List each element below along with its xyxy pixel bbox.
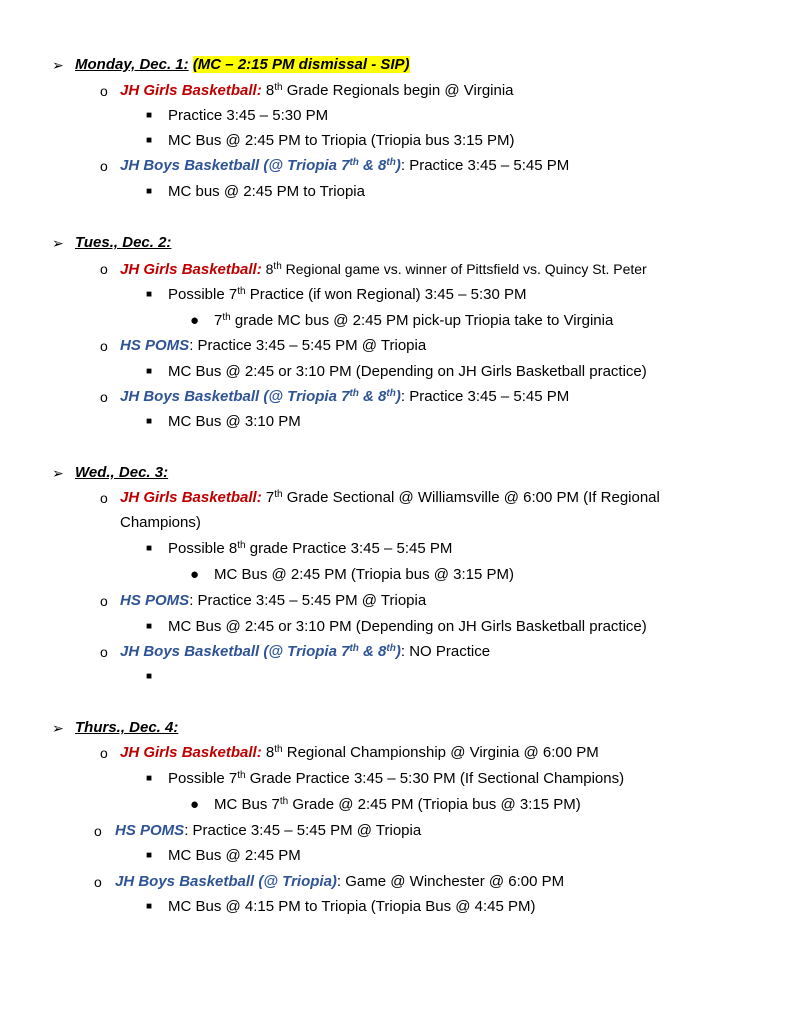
- circle-bullet-icon: o: [100, 593, 108, 609]
- square-bullet-icon: ■: [146, 850, 153, 861]
- circle-bullet-icon: o: [94, 823, 102, 839]
- dot-bullet-icon: ●: [190, 566, 200, 583]
- arrow-bullet-icon: ➢: [52, 57, 64, 73]
- square-bullet-icon: ■: [146, 110, 153, 121]
- day-title: Wed., Dec. 3:: [75, 464, 169, 481]
- arrow-bullet-icon: ➢: [52, 465, 64, 481]
- circle-bullet-icon: o: [100, 261, 108, 277]
- team-label-girls: JH Girls Basketball: [120, 261, 257, 278]
- team-label-poms: HS POMS: [120, 337, 190, 354]
- circle-bullet-icon: o: [100, 745, 108, 761]
- circle-bullet-icon: o: [100, 338, 108, 354]
- day-title: Thurs., Dec. 4:: [75, 719, 179, 736]
- square-bullet-icon: ■: [146, 135, 153, 146]
- square-bullet-icon: ■: [146, 901, 153, 912]
- square-bullet-icon: ■: [146, 289, 153, 300]
- team-label-girls: JH Girls Basketball: [120, 489, 257, 506]
- square-bullet-icon: ■: [146, 366, 153, 377]
- circle-bullet-icon: o: [100, 83, 108, 99]
- square-bullet-icon: ■: [146, 416, 153, 427]
- circle-bullet-icon: o: [100, 644, 108, 660]
- square-bullet-icon: ■: [146, 671, 153, 682]
- dot-bullet-icon: ●: [190, 796, 200, 813]
- team-label-poms: HS POMS: [115, 822, 185, 839]
- team-label-poms: HS POMS: [120, 592, 190, 609]
- square-bullet-icon: ■: [146, 543, 153, 554]
- arrow-bullet-icon: ➢: [52, 235, 64, 251]
- arrow-bullet-icon: ➢: [52, 720, 64, 736]
- team-label-girls: JH Girls Basketball: [120, 744, 257, 761]
- dot-bullet-icon: ●: [190, 312, 200, 329]
- circle-bullet-icon: o: [94, 874, 102, 890]
- square-bullet-icon: ■: [146, 186, 153, 197]
- dismissal-note: (MC – 2:15 PM dismissal - SIP): [192, 56, 410, 73]
- day-title: Monday, Dec. 1:: [75, 56, 189, 73]
- square-bullet-icon: ■: [146, 621, 153, 632]
- day-title: Tues., Dec. 2:: [75, 234, 172, 251]
- team-label-boys: JH Boys Basketball (@ Triopia 7th & 8th): [120, 388, 401, 405]
- circle-bullet-icon: o: [100, 389, 108, 405]
- team-label-boys: JH Boys Basketball (@ Triopia 7th & 8th): [120, 643, 401, 660]
- team-label-boys: JH Boys Basketball (@ Triopia 7th & 8th): [120, 157, 401, 174]
- team-label-boys: JH Boys Basketball (@ Triopia): [115, 873, 337, 890]
- circle-bullet-icon: o: [100, 490, 108, 506]
- circle-bullet-icon: o: [100, 158, 108, 174]
- team-label-girls: JH Girls Basketball: [120, 82, 257, 99]
- square-bullet-icon: ■: [146, 773, 153, 784]
